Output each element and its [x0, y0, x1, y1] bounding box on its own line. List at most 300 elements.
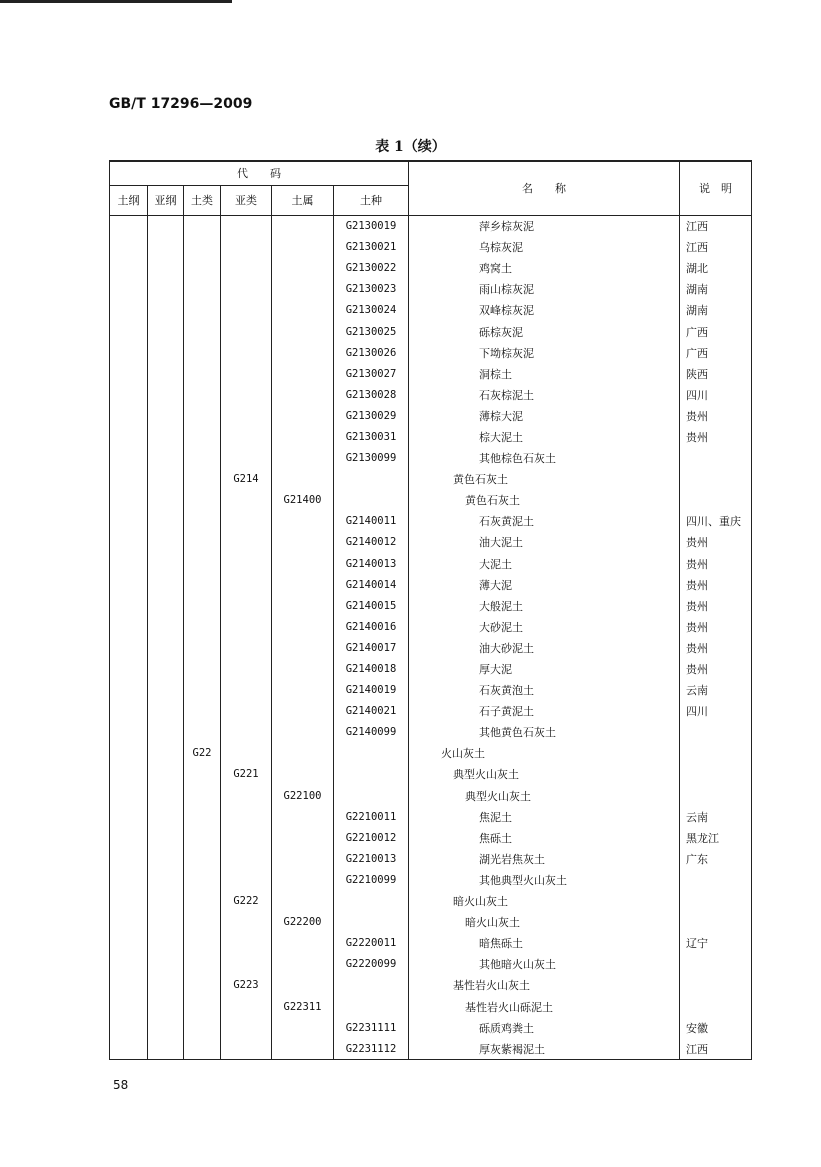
cell-subgroup: [221, 869, 272, 890]
soil-name: 焦泥土: [409, 806, 680, 827]
cell-series: [334, 912, 409, 933]
region-note: [680, 912, 752, 933]
soil-name: 棕大泥土: [409, 426, 680, 447]
table-row: [110, 237, 752, 258]
header-group: 土类: [184, 185, 221, 215]
cell-order: [110, 342, 148, 363]
code-series: G2140017: [334, 637, 409, 658]
soil-name: 石灰黄泡土: [409, 680, 680, 701]
cell-suborder: [148, 1017, 184, 1038]
table-row: [110, 848, 752, 869]
cell-subgroup: [221, 933, 272, 954]
cell-subgroup: [221, 448, 272, 469]
cell-subgroup: [221, 680, 272, 701]
code-family: G22200: [272, 912, 334, 933]
region-note: [680, 785, 752, 806]
soil-name: 鸡窝土: [409, 258, 680, 279]
cell-suborder: [148, 237, 184, 258]
table-row: [110, 701, 752, 722]
cell-group: [184, 342, 221, 363]
code-series: G2140013: [334, 553, 409, 574]
cell-group: [184, 321, 221, 342]
cell-series: [334, 469, 409, 490]
cell-group: [184, 511, 221, 532]
cell-order: [110, 996, 148, 1017]
cell-group: [184, 764, 221, 785]
cell-suborder: [148, 342, 184, 363]
cell-family: [272, 1038, 334, 1060]
cell-order: [110, 426, 148, 447]
cell-subgroup: [221, 405, 272, 426]
cell-subgroup: [221, 279, 272, 300]
region-note: 广西: [680, 321, 752, 342]
cell-suborder: [148, 658, 184, 679]
document-code: GB/T 17296—2009: [109, 96, 253, 112]
region-note: 四川: [680, 384, 752, 405]
cell-suborder: [148, 891, 184, 912]
code-series: G2140016: [334, 616, 409, 637]
cell-suborder: [148, 553, 184, 574]
table-row: [110, 785, 752, 806]
region-note: 四川: [680, 701, 752, 722]
code-series: G2140018: [334, 658, 409, 679]
cell-family: [272, 743, 334, 764]
cell-family: [272, 806, 334, 827]
soil-classification-table: [109, 160, 752, 1060]
cell-family: [272, 532, 334, 553]
cell-subgroup: [221, 701, 272, 722]
cell-order: [110, 279, 148, 300]
region-note: [680, 448, 752, 469]
cell-subgroup: [221, 637, 272, 658]
soil-name: 洞棕土: [409, 363, 680, 384]
region-note: 贵州: [680, 532, 752, 553]
cell-family: [272, 469, 334, 490]
cell-order: [110, 848, 148, 869]
region-note: 四川、重庆: [680, 511, 752, 532]
cell-series: [334, 764, 409, 785]
cell-group: [184, 848, 221, 869]
region-note: 贵州: [680, 405, 752, 426]
cell-subgroup: [221, 300, 272, 321]
header-series: 土种: [334, 185, 409, 215]
cell-suborder: [148, 806, 184, 827]
region-note: 云南: [680, 806, 752, 827]
table-row: [110, 553, 752, 574]
cell-suborder: [148, 996, 184, 1017]
cell-suborder: [148, 363, 184, 384]
soil-name: 黄色石灰土: [409, 490, 680, 511]
code-series: G2130026: [334, 342, 409, 363]
cell-order: [110, 743, 148, 764]
top-edge-rule: [0, 0, 232, 13]
cell-order: [110, 869, 148, 890]
cell-series: [334, 490, 409, 511]
table-row: [110, 1038, 752, 1060]
soil-name: 暗火山灰土: [409, 891, 680, 912]
cell-order: [110, 448, 148, 469]
code-series: G2140012: [334, 532, 409, 553]
cell-order: [110, 658, 148, 679]
cell-family: [272, 384, 334, 405]
cell-suborder: [148, 785, 184, 806]
table-row: [110, 975, 752, 996]
table-row: [110, 300, 752, 321]
region-note: 贵州: [680, 616, 752, 637]
soil-name: 暗焦砾土: [409, 933, 680, 954]
cell-suborder: [148, 595, 184, 616]
region-note: [680, 891, 752, 912]
cell-subgroup: [221, 722, 272, 743]
table-row: [110, 806, 752, 827]
code-subgroup: G221: [221, 764, 272, 785]
table-row: [110, 448, 752, 469]
region-note: 广西: [680, 342, 752, 363]
header-code-group: 代 码: [110, 161, 409, 185]
soil-name: 石子黄泥土: [409, 701, 680, 722]
cell-group: [184, 806, 221, 827]
soil-name: 焦砾土: [409, 827, 680, 848]
soil-name: 大砂泥土: [409, 616, 680, 637]
cell-order: [110, 363, 148, 384]
soil-name: 大泥土: [409, 553, 680, 574]
cell-order: [110, 237, 148, 258]
cell-family: [272, 448, 334, 469]
code-series: G2140014: [334, 574, 409, 595]
cell-order: [110, 321, 148, 342]
cell-order: [110, 701, 148, 722]
cell-subgroup: [221, 743, 272, 764]
cell-family: [272, 658, 334, 679]
cell-group: [184, 215, 221, 237]
cell-order: [110, 215, 148, 237]
region-note: 贵州: [680, 637, 752, 658]
soil-name: 石灰黄泥土: [409, 511, 680, 532]
cell-family: [272, 1017, 334, 1038]
region-note: 贵州: [680, 426, 752, 447]
header-subgroup: 亚类: [221, 185, 272, 215]
table-row: [110, 891, 752, 912]
cell-suborder: [148, 426, 184, 447]
code-series: G2220099: [334, 954, 409, 975]
soil-name: 基性岩火山砾泥土: [409, 996, 680, 1017]
cell-suborder: [148, 869, 184, 890]
region-note: 江西: [680, 215, 752, 237]
cell-subgroup: [221, 1017, 272, 1038]
cell-family: [272, 426, 334, 447]
cell-suborder: [148, 258, 184, 279]
soil-name: 厚大泥: [409, 658, 680, 679]
cell-order: [110, 595, 148, 616]
table-row: [110, 511, 752, 532]
cell-group: [184, 574, 221, 595]
region-note: [680, 954, 752, 975]
cell-subgroup: [221, 658, 272, 679]
cell-group: [184, 975, 221, 996]
soil-name: 暗火山灰土: [409, 912, 680, 933]
code-family: G21400: [272, 490, 334, 511]
table-row: [110, 743, 752, 764]
cell-suborder: [148, 1038, 184, 1060]
code-group: G22: [184, 743, 221, 764]
cell-suborder: [148, 532, 184, 553]
table-row: [110, 342, 752, 363]
code-subgroup: G214: [221, 469, 272, 490]
cell-order: [110, 912, 148, 933]
cell-order: [110, 405, 148, 426]
table-row: [110, 215, 752, 237]
soil-name: 湖光岩焦灰土: [409, 848, 680, 869]
cell-group: [184, 237, 221, 258]
cell-order: [110, 1017, 148, 1038]
region-note: 黑龙江: [680, 827, 752, 848]
cell-group: [184, 279, 221, 300]
cell-family: [272, 680, 334, 701]
cell-subgroup: [221, 426, 272, 447]
cell-group: [184, 490, 221, 511]
region-note: 陕西: [680, 363, 752, 384]
table-row: [110, 722, 752, 743]
cell-suborder: [148, 300, 184, 321]
cell-order: [110, 933, 148, 954]
table-row: [110, 426, 752, 447]
cell-suborder: [148, 469, 184, 490]
table-caption: 表 1（续）: [375, 139, 446, 155]
cell-group: [184, 1017, 221, 1038]
cell-group: [184, 658, 221, 679]
region-note: 辽宁: [680, 933, 752, 954]
cell-order: [110, 1038, 148, 1060]
soil-name: 下坳棕灰泥: [409, 342, 680, 363]
table-row: [110, 637, 752, 658]
header-note: 说 明: [680, 161, 752, 215]
table-row: [110, 279, 752, 300]
cell-family: [272, 553, 334, 574]
cell-order: [110, 532, 148, 553]
code-series: G2140019: [334, 680, 409, 701]
code-series: G2130027: [334, 363, 409, 384]
code-series: G2130022: [334, 258, 409, 279]
code-series: G2140021: [334, 701, 409, 722]
region-note: 安徽: [680, 1017, 752, 1038]
cell-suborder: [148, 912, 184, 933]
cell-subgroup: [221, 848, 272, 869]
region-note: [680, 869, 752, 890]
table-row: [110, 680, 752, 701]
header-name: 名 称: [409, 161, 680, 215]
code-subgroup: G223: [221, 975, 272, 996]
cell-group: [184, 869, 221, 890]
cell-subgroup: [221, 827, 272, 848]
table-row: [110, 469, 752, 490]
table-row: [110, 616, 752, 637]
cell-subgroup: [221, 912, 272, 933]
cell-suborder: [148, 933, 184, 954]
cell-subgroup: [221, 806, 272, 827]
soil-name: 乌棕灰泥: [409, 237, 680, 258]
table-body: [110, 215, 752, 1060]
cell-family: [272, 869, 334, 890]
cell-group: [184, 448, 221, 469]
cell-family: [272, 954, 334, 975]
table-row: [110, 954, 752, 975]
cell-family: [272, 300, 334, 321]
region-note: 湖北: [680, 258, 752, 279]
cell-family: [272, 363, 334, 384]
code-subgroup: G222: [221, 891, 272, 912]
cell-subgroup: [221, 1038, 272, 1060]
region-note: [680, 490, 752, 511]
cell-suborder: [148, 448, 184, 469]
table-row: [110, 827, 752, 848]
soil-name: 萍乡棕灰泥: [409, 215, 680, 237]
cell-family: [272, 616, 334, 637]
soil-name: 油大泥土: [409, 532, 680, 553]
table-row: [110, 574, 752, 595]
cell-family: [272, 975, 334, 996]
code-series: G2140015: [334, 595, 409, 616]
cell-family: [272, 405, 334, 426]
code-series: G2130029: [334, 405, 409, 426]
cell-order: [110, 258, 148, 279]
soil-name: 火山灰土: [409, 743, 680, 764]
cell-subgroup: [221, 258, 272, 279]
cell-suborder: [148, 764, 184, 785]
cell-family: [272, 764, 334, 785]
region-note: 云南: [680, 680, 752, 701]
cell-suborder: [148, 954, 184, 975]
cell-family: [272, 933, 334, 954]
soil-name: 石灰棕泥土: [409, 384, 680, 405]
region-note: 江西: [680, 237, 752, 258]
cell-order: [110, 827, 148, 848]
cell-family: [272, 215, 334, 237]
code-series: G2130099: [334, 448, 409, 469]
cell-group: [184, 912, 221, 933]
table-row: [110, 321, 752, 342]
table-row: [110, 595, 752, 616]
cell-order: [110, 764, 148, 785]
cell-group: [184, 996, 221, 1017]
cell-family: [272, 891, 334, 912]
cell-family: [272, 848, 334, 869]
soil-name: 双峰棕灰泥: [409, 300, 680, 321]
cell-group: [184, 1038, 221, 1060]
cell-order: [110, 511, 148, 532]
table-row: [110, 532, 752, 553]
cell-group: [184, 680, 221, 701]
cell-group: [184, 616, 221, 637]
cell-series: [334, 743, 409, 764]
region-note: 贵州: [680, 595, 752, 616]
cell-subgroup: [221, 363, 272, 384]
cell-family: [272, 637, 334, 658]
table-row: [110, 933, 752, 954]
cell-family: [272, 321, 334, 342]
region-note: 贵州: [680, 574, 752, 595]
cell-group: [184, 426, 221, 447]
cell-group: [184, 384, 221, 405]
cell-family: [272, 827, 334, 848]
cell-suborder: [148, 680, 184, 701]
cell-family: [272, 279, 334, 300]
cell-group: [184, 300, 221, 321]
cell-order: [110, 553, 148, 574]
cell-subgroup: [221, 532, 272, 553]
code-series: G2130021: [334, 237, 409, 258]
code-series: G2130025: [334, 321, 409, 342]
code-family: G22100: [272, 785, 334, 806]
table-row: [110, 912, 752, 933]
table-row: [110, 384, 752, 405]
cell-subgroup: [221, 553, 272, 574]
header-suborder: 亚纲: [148, 185, 184, 215]
cell-group: [184, 827, 221, 848]
cell-subgroup: [221, 996, 272, 1017]
cell-group: [184, 363, 221, 384]
cell-suborder: [148, 384, 184, 405]
cell-subgroup: [221, 384, 272, 405]
region-note: 湖南: [680, 300, 752, 321]
soil-name: 油大砂泥土: [409, 637, 680, 658]
soil-name: 其他典型火山灰土: [409, 869, 680, 890]
cell-order: [110, 806, 148, 827]
soil-name: 典型火山灰土: [409, 764, 680, 785]
code-series: G2210011: [334, 806, 409, 827]
cell-order: [110, 975, 148, 996]
region-note: 贵州: [680, 658, 752, 679]
region-note: [680, 996, 752, 1017]
cell-group: [184, 701, 221, 722]
cell-group: [184, 891, 221, 912]
cell-suborder: [148, 511, 184, 532]
cell-order: [110, 722, 148, 743]
cell-family: [272, 722, 334, 743]
header-soil-order: 土纲: [110, 185, 148, 215]
cell-suborder: [148, 975, 184, 996]
header-family: 土属: [272, 185, 334, 215]
cell-order: [110, 384, 148, 405]
region-note: 广东: [680, 848, 752, 869]
code-series: G2220011: [334, 933, 409, 954]
cell-subgroup: [221, 490, 272, 511]
cell-suborder: [148, 616, 184, 637]
cell-group: [184, 954, 221, 975]
region-note: [680, 469, 752, 490]
soil-name: 薄大泥: [409, 574, 680, 595]
cell-suborder: [148, 722, 184, 743]
cell-suborder: [148, 405, 184, 426]
cell-group: [184, 595, 221, 616]
table-row: [110, 490, 752, 511]
cell-suborder: [148, 701, 184, 722]
cell-subgroup: [221, 616, 272, 637]
table-row: [110, 1017, 752, 1038]
cell-order: [110, 680, 148, 701]
code-series: G2130023: [334, 279, 409, 300]
soil-name: 薄棕大泥: [409, 405, 680, 426]
cell-suborder: [148, 637, 184, 658]
cell-subgroup: [221, 511, 272, 532]
cell-suborder: [148, 574, 184, 595]
code-series: G2210012: [334, 827, 409, 848]
code-series: G2231111: [334, 1017, 409, 1038]
cell-group: [184, 722, 221, 743]
cell-subgroup: [221, 321, 272, 342]
cell-order: [110, 300, 148, 321]
cell-suborder: [148, 279, 184, 300]
cell-group: [184, 933, 221, 954]
